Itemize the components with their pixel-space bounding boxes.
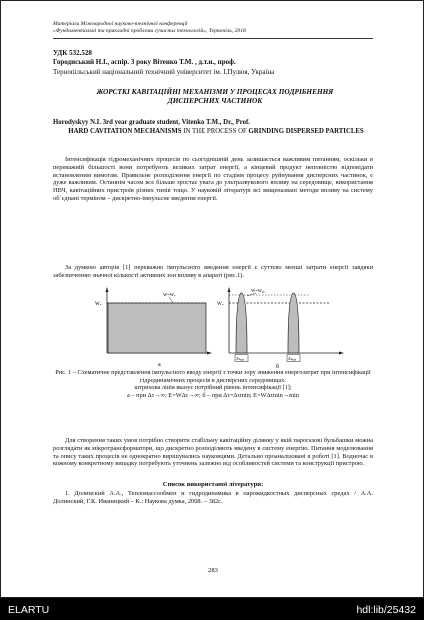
- panel-b-x-arrow: [339, 352, 344, 355]
- figure-panel-a: [95, 287, 212, 368]
- panel-b-w-eq-label: $W=W_m$: [251, 288, 265, 294]
- panel-a-w-label: $W_*$: [95, 302, 102, 307]
- paragraph-cavitation-conditions: Для створення таких умов потрібно створити стабільну кавітаційну ділянку у якій парогазові бульбашки можна розглядати як мікротрансформатори, що дискретно розподіляють введену в систему енергію. Питання моделювання та опису таких процесів не однократно вирішувались науковцями. Детально проаналізовані в роботі [1]. Водночас в кожному конкретному випадку потребують уточнень залежно від особливостей системи та конструкції пристрою.: [53, 437, 373, 468]
- repository-name[interactable]: ELARTU: [8, 604, 50, 616]
- title-en: [61, 128, 371, 136]
- references-heading: Список використаної літератури:: [162, 481, 264, 488]
- panel-b-label: б: [276, 364, 280, 370]
- udc-code: УДК 532.528: [53, 49, 92, 57]
- title-ua: ЖОРСТКІ КАВІТАЦІЙНІ МЕХАНІЗМИ У ПРОЦЕСАХ ПОДРІБНЕННЯ ДИСПЕРСНИХ ЧАСТИНОК: [96, 87, 334, 105]
- title-en-part-3: GRINDING DISPERSED PARTICLES: [248, 128, 364, 135]
- figure-caption: [53, 369, 373, 400]
- panel-b-pulse-1: [236, 293, 247, 353]
- conference-header: [53, 21, 383, 35]
- panel-b-y-arrow: [228, 287, 231, 292]
- authors-ua: Городиський Н.І., аспір. 3 року Вітенко Т.М. , д.т.н., проф.: [53, 58, 236, 66]
- panel-a-y-arrow: [106, 287, 109, 292]
- affiliation: Тернопільський національний технічний університет ім. І.Пулюя, Україна: [53, 68, 275, 76]
- caption-line-3: а – при Δτ→∞; E=WΔτ→∞; б – при Δτ=Δτmin; E=WΔτmin→min: [127, 392, 299, 400]
- header-line-1: Матеріали Міжнародної науково-технічної конференції: [53, 21, 188, 27]
- paragraph-authors-view: За думкою авторів [1] переважно імпульсного введення енергії є суттєво менші затрати енергії завдяки забезпеченню значної кількості активних зон впливу в апараті (рис.1).: [53, 264, 373, 279]
- panel-b-leader: [247, 293, 256, 296]
- panel-a-leader: [169, 297, 173, 303]
- panel-b-dt-label-2: Δτmin: [288, 356, 297, 362]
- reference-item: 1. Долинский А.А., Тепломассообмен и гидродинамика в парожидкостных дисперсных средах / А.А. Долинский, Г.К. Иваницкий – К.: Наукова думка, 2008. – 382с.: [53, 490, 373, 505]
- title-en-part-2: IN THE PROCESS OF: [181, 128, 249, 135]
- panel-b-dt-label-1: Δτmin: [236, 356, 245, 362]
- header-line-2: «Фундаментальні та прикладні проблеми сучасних технологій», Тернопіль, 2018: [53, 28, 246, 34]
- caption-line-2: штрихова лінія вказує потрібний рівень інтенсифікації [1];: [134, 384, 292, 392]
- caption-line-1: Рис. 1 – Схематичне представлення імпульсного вводу енергії з точки зору зниження енергозатрат при інтенсифікації гідродинамічних процесів в дисперсних середовищах:: [55, 369, 371, 384]
- header-rule: [53, 38, 373, 39]
- panel-a-energy-area: [108, 303, 206, 353]
- page-number: 283: [208, 567, 218, 574]
- panel-b-pulse-2: [288, 293, 299, 353]
- paragraph-intro: Інтенсифікація гідромеханічних процесів по сьогоднішній день залишається важливим питанням, оскільки в переважній більшості вони потребують великих затрат енергії, а кінцевий продукт неповністю відповідати встановленим вимогам. Правильне розподілення енергії по стадіям процесу руйнування дисперсних частинок, є дуже важливим. Останнім часом все більше зростає увага до ультразвукового впливу на середовище, використання НВЧ, кавітаційних пристроїв різних типів тощо. У науковій літературі всі вищеназвані методи впливу на систему об`єднані терміном – дискретно-імпульсне введення енергії.: [53, 156, 373, 202]
- figure-energy-input: [89, 286, 349, 370]
- authors-en: Horodyskyy N.I. 3rd year graduate student, Vitenko T.M., Dr., Prof.: [53, 119, 250, 126]
- handle-link[interactable]: hdl:lib/25432: [356, 604, 416, 616]
- panel-a-label: а: [158, 362, 161, 368]
- panel-b-w-label: $W_*$: [217, 302, 224, 307]
- figure-panel-b: [217, 287, 344, 370]
- title-en-part-1: HARD CAVITATION MECHANISMS: [68, 128, 182, 135]
- panel-a-x-arrow: [207, 352, 212, 355]
- panel-a-w-eq-label: $W=W_*$: [163, 292, 176, 298]
